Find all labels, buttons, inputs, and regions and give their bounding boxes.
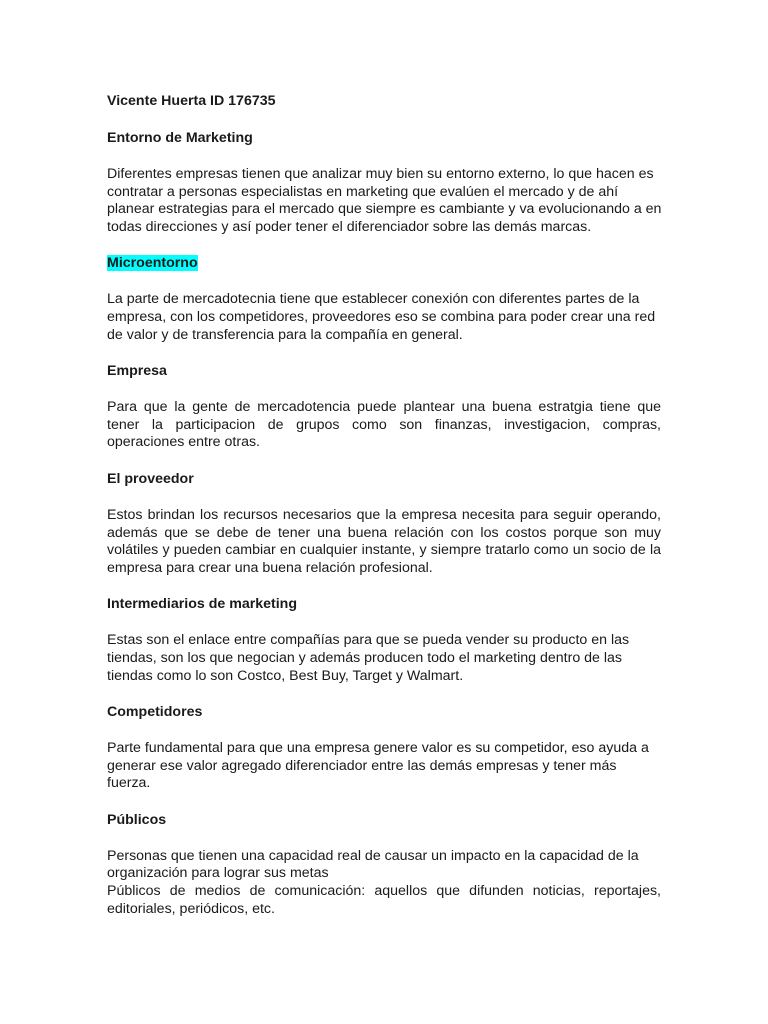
document-title: Entorno de Marketing (107, 130, 253, 146)
section-body-microentorno: La parte de mercadotecnia tiene que establecer conexión con diferentes partes de la empresa, con los competidores, proveedores eso se combina para poder crear una red de valor y de transferencia para la compañía en general. (107, 291, 656, 343)
section-body-intermediarios: Estas son el enlace entre compañías para que se pueda vender su producto en las tiendas, son los que negocian y además producen todo el marketing dentro de las tiendas como lo son Costco, Best Buy, Target y Walmart. (107, 632, 630, 684)
section-body-publicos-2: Públicos de medios de comunicación: aquellos que difunden noticias, reportajes, editoriales, periódicos, etc. (107, 883, 661, 917)
section-heading-proveedor: El proveedor (107, 470, 194, 487)
section-heading-competidores: Competidores (107, 704, 203, 721)
section-body-empresa: Para que la gente de mercadotencia puede plantear una buena estratgia tiene que tener la participacion de grupos como son finanzas, investigacion, compras, operaciones entre otras. (107, 399, 661, 451)
section-body-competidores: Parte fundamental para que una empresa genere valor es su competidor, eso ayuda a generar ese valor agregado diferenciador entre las demás empresas y tener más fuerza. (107, 740, 649, 792)
author-line: Vicente Huerta ID 176735 (107, 93, 276, 109)
section-heading-intermediarios: Intermediarios de marketing (107, 596, 298, 613)
highlight-microentorno: Microentorno (107, 255, 198, 272)
intro-paragraph: Diferentes empresas tienen que analizar muy bien su entorno externo, lo que hacen es contratar a personas especialistas en marketing que evalúen el mercado y de ahí planear estrategias para el mercado que siempre es cambiante y va evolucionando a en todas direcciones y así poder tener el diferenciador sobre las demás marcas. (107, 166, 662, 235)
section-body-publicos-1: Personas que tienen una capacidad real de causar un impacto en la capacidad de la organización para lograr sus metas (107, 847, 639, 882)
document-page (107, 92, 661, 918)
section-heading-publicos: Públicos (107, 811, 167, 828)
section-heading-empresa: Empresa (107, 363, 167, 380)
section-heading-microentorno (107, 254, 661, 272)
section-body-proveedor: Estos brindan los recursos necesarios que la empresa necesita para seguir operando, además que se debe de tener una buena relación con los costos porque son muy volátiles y pueden cambiar en cualquier instante, y siempre tratarlo como un socio de la empresa para crear una buena relación profesional. (107, 506, 661, 576)
